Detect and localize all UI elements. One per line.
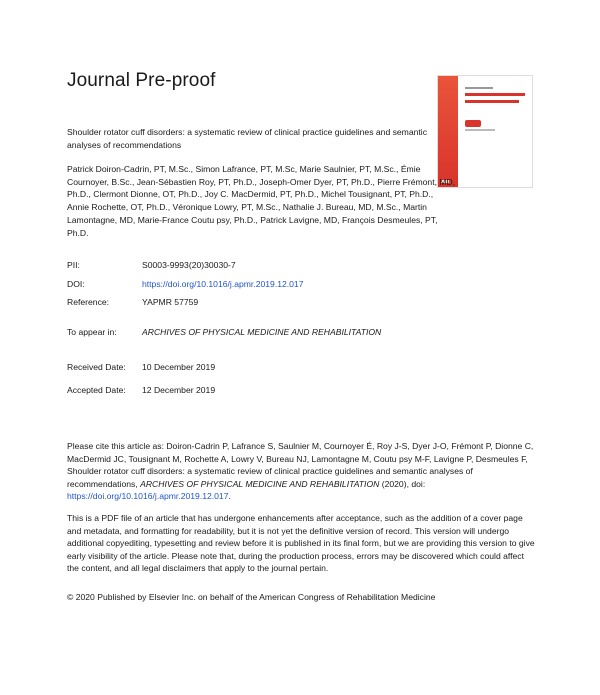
pii-value: S0003-9993(20)30030-7 xyxy=(142,260,236,270)
received-date-value: 10 December 2019 xyxy=(142,362,216,372)
article-title: Shoulder rotator cuff disorders: a systematic review of clinical practice guidelines and semantic analyses of recommendations xyxy=(67,127,427,150)
author-list: Patrick Doiron-Cadrin, PT, M.Sc., Simon Lafrance, PT, M.Sc, Marie Saulnier, PT, M.Sc., Émie Cournoyer, B.Sc., Jean-Sébastien Roy, PT, Ph.D., Joseph-Omer Dyer, PT, Ph.D., Pierre Frémont, MD, Ph.D., Clermont Dionne, OT, Ph.D., Joy C. MacDermid, PT, Ph.D., Michel Tousignant, PT, Ph.D., Annie Rochette, OT, Ph.D., Véronique Lowry, PT, M.Sc., Nathalie J. Bureau, MD, M.Sc., Martin Lamontagne, MD, Marie-France Coutu psy, Ph.D., Patrick Lavigne, MD, François Desmeules, PT, Ph.D. xyxy=(67,164,456,238)
citation-doi-link[interactable]: https://doi.org/10.1016/j.apmr.2019.12.017 xyxy=(67,491,229,502)
cover-journal-name-graphic xyxy=(465,87,531,107)
received-date-label: Received Date: xyxy=(67,362,126,372)
doi-label: DOI: xyxy=(67,279,85,289)
citation-end: . xyxy=(228,491,231,502)
appear-in-journal: ARCHIVES OF PHYSICAL MEDICINE AND REHABILITATION xyxy=(142,327,382,337)
pii-label: PII: xyxy=(67,260,80,270)
copyright-notice: © 2020 Published by Elsevier Inc. on behalf of the American Congress of Rehabilitation Medicine xyxy=(67,592,436,602)
appear-in-label: To appear in: xyxy=(67,327,117,337)
citation-paragraph xyxy=(67,440,537,503)
accepted-date-label: Accepted Date: xyxy=(67,385,126,395)
accepted-date-value: 12 December 2019 xyxy=(142,385,216,395)
doi-link[interactable]: https://doi.org/10.1016/j.apmr.2019.12.017 xyxy=(142,279,304,289)
journal-pre-proof-heading: Journal Pre-proof xyxy=(67,70,216,91)
citation-text: Please cite this article as: Doiron-Cadrin P, Lafrance S, Saulnier M, Cournoyer É, Roy J-S, Dyer J-O, Frémont P, Dionne C, MacDermid JC, Tousignant M, Rochette A, Lowry V, Bureau NJ, Lamontagne M, Coutu psy M-F, Lavigne P, Desmeules F, Shoulder rotator cuff disorders: a systematic review of clinical practice guidelines and semantic analyses of recommendations, xyxy=(67,441,534,489)
cover-logo-caption xyxy=(465,129,495,131)
reference-label: Reference: xyxy=(67,297,110,307)
citation-journal: ARCHIVES OF PHYSICAL MEDICINE AND REHABILITATION xyxy=(140,478,380,489)
reference-value: YAPMR 57759 xyxy=(142,297,199,307)
cover-logo-icon xyxy=(465,120,481,127)
citation-year: (2020), doi: xyxy=(379,478,426,489)
disclaimer-paragraph: This is a PDF file of an article that has undergone enhancements after acceptance, such as the addition of a cover page and metadata, and formatting for readability, but it is not yet the definitive version of record. This version will undergo additional copyediting, typesetting and review before it is published in its final form, but we are providing this version to give early visibility of the article. Please note that, during the production process, errors may be discovered which could affect the content, and all legal disclaimers that apply to the journal pertain. xyxy=(67,513,535,574)
